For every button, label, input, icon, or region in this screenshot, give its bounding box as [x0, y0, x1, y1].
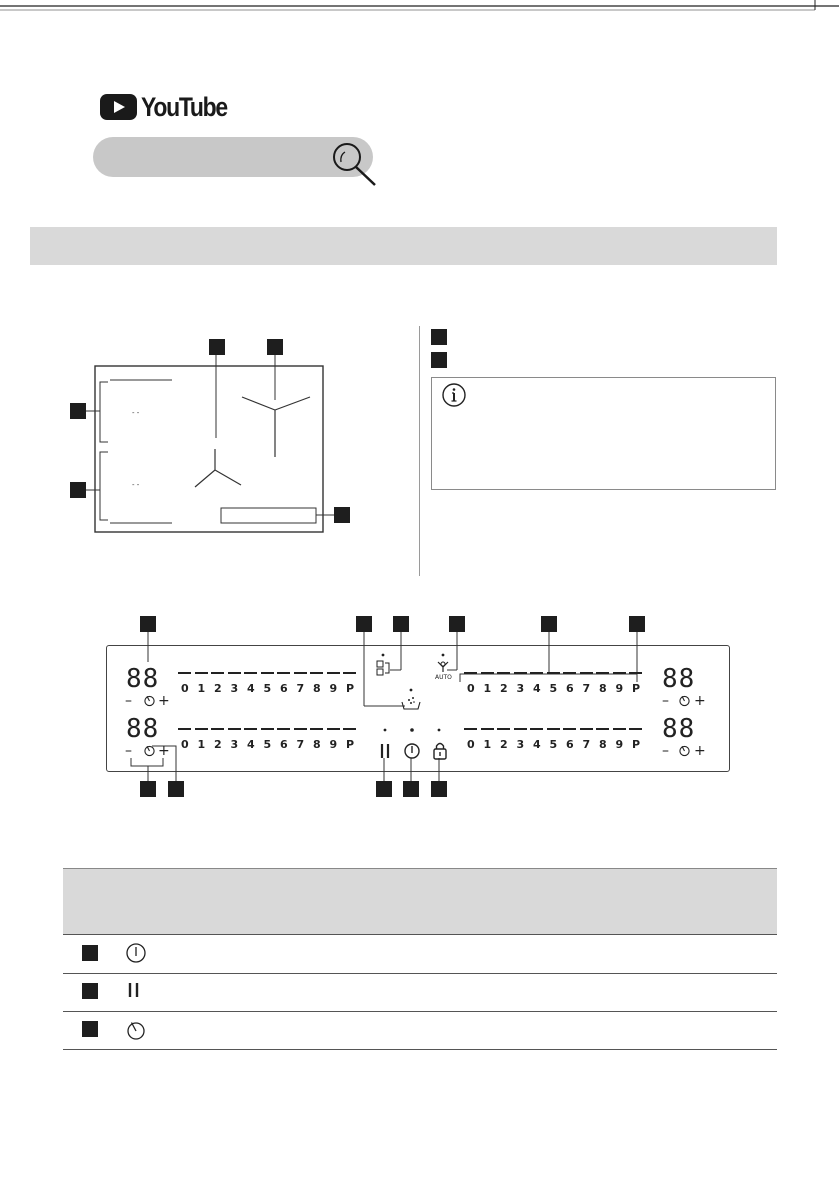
power-level-label: 8: [599, 682, 607, 695]
power-level-label: 7: [582, 738, 591, 751]
power-level-bar[interactable]: [514, 672, 527, 674]
power-level-label: 3: [516, 682, 525, 695]
power-level-bar[interactable]: [629, 672, 642, 674]
left-top-display: 88: [126, 664, 160, 694]
callout-square: [82, 983, 98, 999]
power-level-bar[interactable]: [464, 672, 477, 674]
power-level-bar[interactable]: [244, 672, 257, 674]
timer-plus-button[interactable]: +: [694, 743, 706, 759]
info-icon: [441, 382, 467, 408]
timer-icon[interactable]: [678, 694, 691, 707]
power-level-label: 0: [467, 682, 475, 695]
power-level-label: P: [632, 738, 641, 751]
power-level-bar[interactable]: [514, 728, 527, 730]
power-level-bar[interactable]: [211, 672, 224, 674]
power-level-bar[interactable]: [343, 672, 356, 674]
power-level-label: 6: [566, 682, 574, 695]
power-level-bar[interactable]: [497, 672, 510, 674]
info-note-box: [431, 377, 776, 490]
power-level-bar[interactable]: [178, 728, 191, 730]
callout-square: [334, 507, 350, 523]
power-level-bar[interactable]: [596, 672, 609, 674]
section-heading-band: [30, 227, 777, 265]
bridge-icon[interactable]: [373, 652, 395, 682]
power-level-label: 9: [615, 738, 624, 751]
callout-square: [431, 329, 447, 345]
power-level-label: 0: [181, 682, 189, 695]
left-bottom-display: 88: [126, 714, 160, 744]
play-icon: [100, 94, 137, 120]
power-level-bar[interactable]: [178, 672, 191, 674]
power-level-bar[interactable]: [277, 672, 290, 674]
boost-icon[interactable]: [400, 687, 422, 715]
power-level-label: 7: [582, 682, 591, 695]
power-level-label: 2: [500, 738, 508, 751]
power-level-label: 8: [313, 738, 321, 751]
timer-icon[interactable]: [143, 744, 156, 757]
power-level-bar[interactable]: [580, 672, 593, 674]
power-level-bar[interactable]: [228, 672, 241, 674]
power-level-bar[interactable]: [261, 728, 274, 730]
power-level-bar[interactable]: [596, 728, 609, 730]
power-level-bar[interactable]: [310, 728, 323, 730]
right-bottom-display: 88: [662, 714, 696, 744]
power-level-bar[interactable]: [547, 728, 560, 730]
power-level-label: 7: [296, 682, 305, 695]
power-level-bar[interactable]: [530, 728, 543, 730]
power-level-label: 5: [549, 682, 558, 695]
power-level-label: P: [346, 682, 355, 695]
power-level-bar[interactable]: [310, 672, 323, 674]
callout-square: [267, 339, 283, 355]
power-level-label: 0: [467, 738, 475, 751]
timer-minus-button[interactable]: –: [662, 743, 669, 759]
timer-icon[interactable]: [143, 694, 156, 707]
power-level-bar[interactable]: [211, 728, 224, 730]
power-level-label: 1: [483, 682, 492, 695]
power-level-label: 5: [263, 682, 272, 695]
table-row: [63, 973, 777, 1012]
svg-text:- -: - -: [132, 409, 140, 417]
power-level-bar[interactable]: [547, 672, 560, 674]
timer-plus-button[interactable]: +: [158, 743, 170, 759]
power-level-label: 2: [214, 682, 222, 695]
power-level-bar[interactable]: [613, 672, 626, 674]
auto-label: AUTO: [435, 674, 452, 681]
power-level-label: P: [632, 682, 641, 695]
callout-square: [82, 1021, 98, 1037]
power-level-bar[interactable]: [244, 728, 257, 730]
right-top-display: 88: [662, 664, 696, 694]
power-level-label: 6: [280, 682, 288, 695]
youtube-logo[interactable]: [100, 93, 242, 121]
power-level-label: 4: [247, 738, 255, 751]
power-level-bar[interactable]: [580, 728, 593, 730]
power-level-label: 8: [599, 738, 607, 751]
power-level-label: 1: [197, 738, 206, 751]
timer-minus-button[interactable]: –: [125, 743, 132, 759]
timer-plus-button[interactable]: +: [694, 693, 706, 709]
power-level-label: 4: [247, 682, 255, 695]
hob2hood-auto-icon[interactable]: [432, 652, 458, 682]
power-icon: [124, 941, 148, 965]
power-level-bar[interactable]: [629, 728, 642, 730]
power-level-label: 4: [533, 738, 541, 751]
power-level-label: 3: [516, 738, 525, 751]
power-level-label: 5: [549, 738, 558, 751]
timer-icon: [124, 1018, 148, 1042]
power-level-bar[interactable]: [228, 728, 241, 730]
power-level-bar[interactable]: [195, 728, 208, 730]
power-level-label: 9: [329, 738, 338, 751]
power-level-label: 2: [500, 682, 508, 695]
power-level-bar[interactable]: [261, 672, 274, 674]
table-row: [63, 1011, 777, 1050]
power-level-bar[interactable]: [613, 728, 626, 730]
power-level-label: 3: [230, 682, 239, 695]
power-level-bar[interactable]: [563, 728, 576, 730]
callout-square: [70, 482, 86, 498]
power-level-label: 5: [263, 738, 272, 751]
power-icon[interactable]: [403, 741, 421, 761]
power-level-bar[interactable]: [563, 672, 576, 674]
timer-minus-button[interactable]: –: [662, 693, 669, 709]
column-separator: [419, 326, 420, 576]
search-icon[interactable]: [328, 140, 380, 190]
power-level-label: 4: [533, 682, 541, 695]
power-level-bar[interactable]: [327, 728, 340, 730]
power-level-bar[interactable]: [481, 672, 494, 674]
power-level-bar[interactable]: [497, 728, 510, 730]
power-level-label: 6: [566, 738, 574, 751]
top-rule: [0, 0, 839, 16]
table-header: [63, 868, 777, 935]
power-level-bar[interactable]: [294, 728, 307, 730]
power-level-bar[interactable]: [294, 672, 307, 674]
hob-layout-diagram: [60, 330, 360, 580]
timer-icon[interactable]: [678, 744, 691, 757]
svg-text:- -: - -: [132, 481, 140, 489]
power-level-bar[interactable]: [464, 728, 477, 730]
table-row: [63, 935, 777, 974]
pause-icon[interactable]: [377, 740, 393, 762]
power-level-bar[interactable]: [195, 672, 208, 674]
callout-square: [70, 403, 86, 419]
power-level-bar[interactable]: [327, 672, 340, 674]
power-level-bar[interactable]: [481, 728, 494, 730]
power-level-label: 9: [329, 682, 338, 695]
lock-icon[interactable]: [431, 740, 449, 762]
callout-square: [209, 339, 225, 355]
power-level-label: 7: [296, 738, 305, 751]
power-level-bar[interactable]: [343, 728, 356, 730]
timer-plus-button[interactable]: +: [158, 693, 170, 709]
power-level-label: P: [346, 738, 355, 751]
power-level-label: 9: [615, 682, 624, 695]
pause-icon: [124, 979, 144, 1003]
power-level-label: 3: [230, 738, 239, 751]
power-level-label: 6: [280, 738, 288, 751]
youtube-wordmark: YouTube: [141, 91, 227, 122]
power-level-bar[interactable]: [530, 672, 543, 674]
power-level-label: 8: [313, 682, 321, 695]
power-level-label: 1: [197, 682, 206, 695]
power-level-label: 0: [181, 738, 189, 751]
power-level-bar[interactable]: [277, 728, 290, 730]
power-level-label: 1: [483, 738, 492, 751]
callout-square: [431, 352, 447, 368]
callout-square: [82, 945, 98, 961]
power-level-label: 2: [214, 738, 222, 751]
timer-minus-button[interactable]: –: [125, 693, 132, 709]
